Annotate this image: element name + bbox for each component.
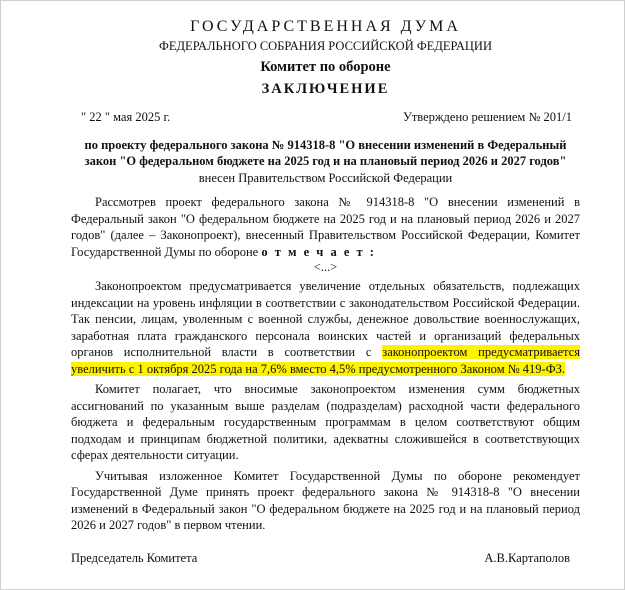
decision-number: Утверждено решением № 201/1 [402, 110, 572, 124]
paragraph-3: Комитет полагает, что вносимые законопроектом изменения сумм бюджетных ассигнований по указанным выше разделам (подразделам) расходной части федерального бюджета и федеральным государственным программам в целом соответствуют общим подходам и принципам бюджетной политики, адекватны сложившейся в соответствующих сферах деятельности ситуации. [71, 382, 580, 462]
document-date: " 22 " мая 2025 г. [81, 110, 171, 124]
org-subtitle: ФЕДЕРАЛЬНОГО СОБРАНИЯ РОССИЙСКОЙ ФЕДЕРАЦИИ [159, 39, 492, 53]
org-title: ГОСУДАРСТВЕННАЯ ДУМА [190, 18, 461, 35]
introduced-by: внесен Правительством Российской Федерации [198, 171, 453, 185]
paragraph-1-text: Рассмотрев проект федерального закона № 914318-8 "О внесении изменений в Федеральный закон "О федеральном бюджете на 2025 год и на плановый период 2026 и 2027 годов" (далее – Законопроект), внесенный Правительством Российской Федерации, Комитет Государственной Думы по обороне [71, 195, 580, 259]
subject-title: по проекту федерального закона № 914318-8 "О внесении изменений в Федеральный закон "О федеральном бюджете на 2025 год и на плановый период 2026 и 2027 годов" [84, 138, 567, 168]
highlighted-text: законопроектом предусматривается увеличить с 1 октября 2025 года на 7,6% вместо 4,5% предусмотренного Законом № 419-ФЗ. [71, 345, 580, 376]
document-type: ЗАКЛЮЧЕНИЕ [261, 81, 390, 97]
paragraph-2 [71, 278, 580, 377]
signature-row [71, 550, 580, 566]
notes-keyword: о т м е ч а е т : [261, 244, 376, 259]
paragraph-2-text: Законопроектом предусматривается увеличение отдельных обязательств, подлежащих индексации на уровень инфляции в соответствии с законодательством Российской Федерации. Так пенсии, лицам, уволенным с военной службы, денежное довольствие военнослужащих, заработная плата гражданского персонала воинских частей и организаций федеральных органов исполнительной власти в соответствии с [71, 279, 580, 359]
signatory-name: А.В.Картаполов [484, 550, 570, 565]
meta-row [71, 109, 580, 125]
paragraph-1 [71, 194, 580, 260]
signatory-position: Председатель Комитета [71, 550, 198, 565]
paragraph-4: Учитывая изложенное Комитет Государственной Думы по обороне рекомендует Государственной Думе принять проект федерального закона № 914318-8 "О внесении изменений в Федеральный закон "О федеральном бюджете на 2025 год и на плановый период 2026 и 2027 годов" в первом чтении. [71, 468, 580, 532]
committee-name: Комитет по обороне [260, 59, 391, 75]
ellipsis: <...> [313, 260, 338, 274]
